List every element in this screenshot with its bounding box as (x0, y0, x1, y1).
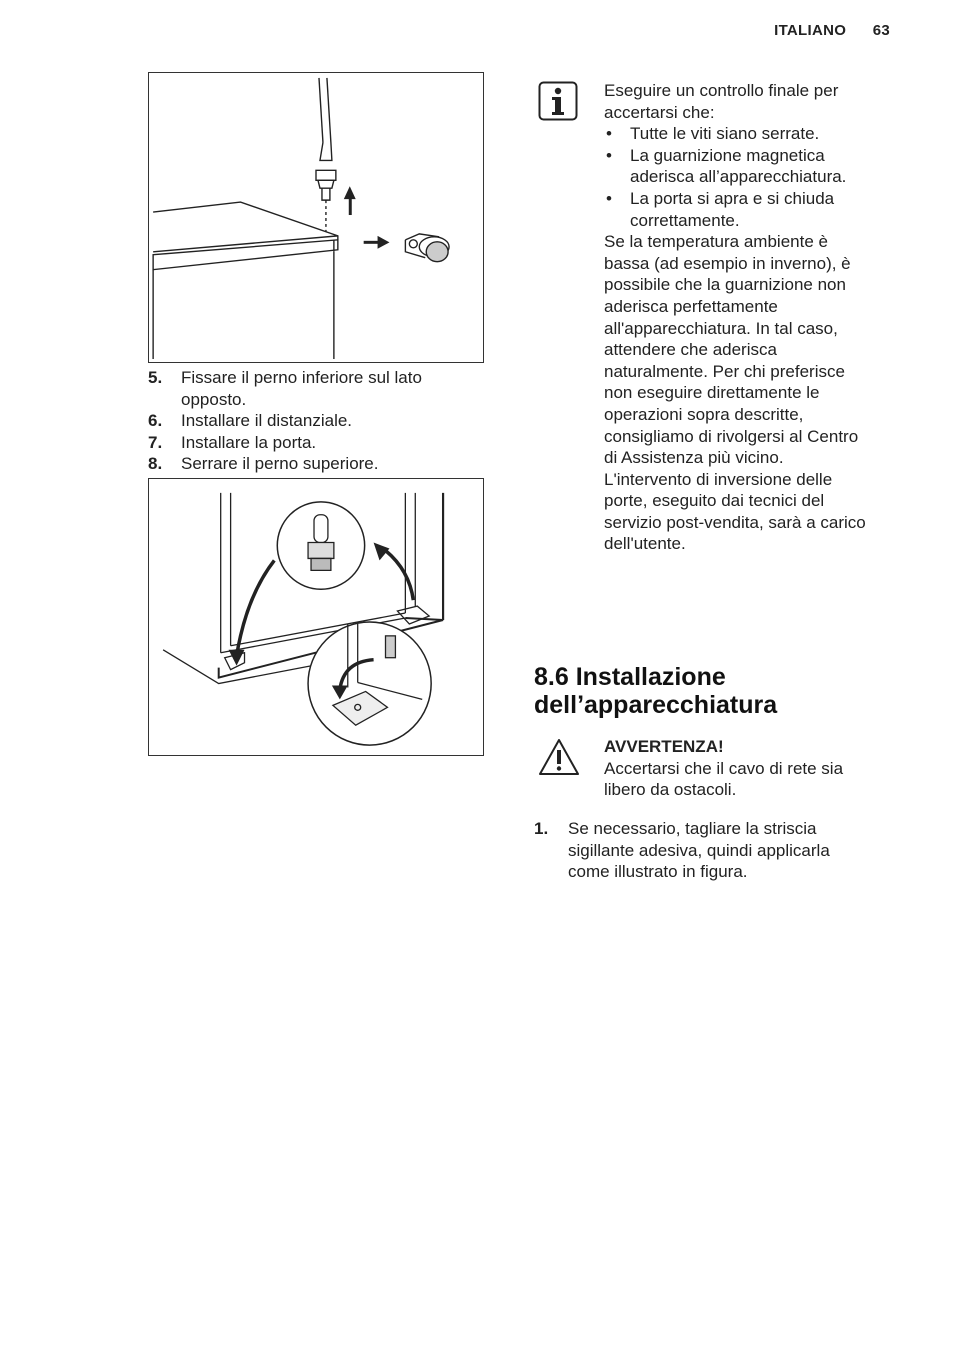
info-intro: Eseguire un controllo finale per accertarsi che: (604, 81, 839, 122)
section-heading (534, 663, 874, 719)
step-number: 5. (148, 368, 163, 387)
steps-list (148, 367, 478, 475)
step-number: 7. (148, 432, 163, 452)
info-bullet: • Tutte le viti siano serrate. (604, 123, 866, 145)
warning-text: Accertarsi che il cavo di rete sia libero da ostacoli. (604, 758, 844, 800)
step-item (148, 432, 478, 454)
info-note (604, 80, 866, 555)
info-bullet: • La guarnizione magnetica aderisca all’apparecchiatura. (604, 145, 866, 188)
info-bullet: • La porta si apra e si chiuda correttamente. (604, 188, 866, 231)
warning-note (604, 736, 866, 801)
info-bullets (604, 123, 866, 231)
step-number: 1. (534, 819, 549, 838)
page-number: 63 (872, 22, 890, 39)
warning-title: AVVERTENZA! (604, 737, 724, 756)
step-item (148, 410, 478, 432)
step-text: Fissare il perno inferiore sul lato opposto. (181, 368, 422, 409)
step-number: 8. (148, 454, 163, 474)
step-item (148, 453, 478, 475)
step-text: Installare il distanziale. (181, 411, 353, 431)
step-text: Se necessario, tagliare la striscia sigillante adesiva, quindi applicarla come illustrato in figura. (568, 819, 830, 882)
step-item (534, 818, 874, 883)
figure-hinge-pin (148, 72, 484, 363)
info-paragraph: Se la temperatura ambiente è bassa (ad esempio in inverno), è possibile che la guarnizione non aderisca perfettamente all'apparecchiatura. In tal caso, attendere che aderisca naturalmente. Per chi preferisce non eseguire direttamente le operazioni sopra descritte, consigliamo di rivolgersi al Centro di Assistenza più vicino. L'intervento di inversione delle porte, eseguito dai tecnici del servizio post-vendita, sarà a carico dell'utente. (604, 232, 866, 554)
step-item (148, 367, 478, 410)
section-number: 8.6 (534, 663, 569, 691)
info-icon (538, 81, 578, 121)
warning-icon (537, 737, 581, 777)
page-header (774, 22, 890, 39)
section-title-text: Installazione dell’apparecchiatura (534, 663, 778, 719)
hinge-pin-illustration (149, 73, 483, 362)
step-number: 6. (148, 411, 163, 431)
step-text: Serrare il perno superiore. (181, 454, 379, 474)
door-hinge-illustration (149, 479, 483, 755)
figure-door-hinge (148, 478, 484, 756)
step-text: Installare la porta. (181, 432, 317, 452)
header-language: ITALIANO (774, 22, 847, 39)
